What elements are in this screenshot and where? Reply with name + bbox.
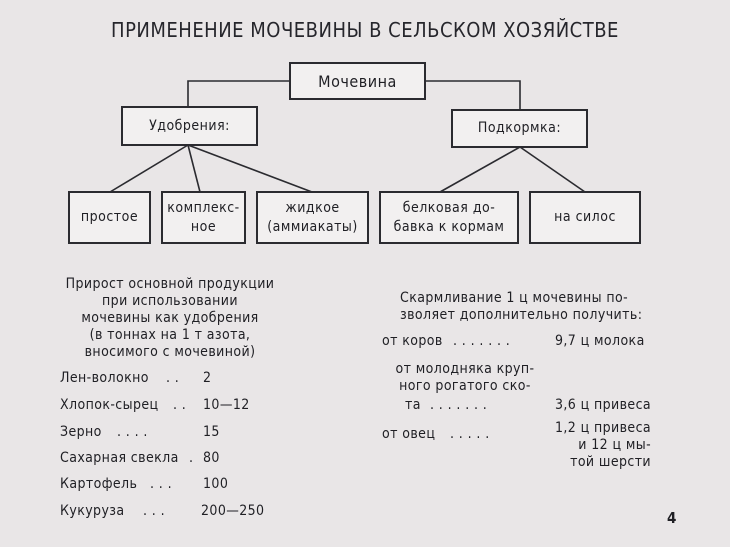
crop-name: Хлопок-сырец	[60, 397, 159, 413]
simple-label: простое	[80, 209, 139, 225]
leader-dots: . . . . . . .	[453, 333, 511, 349]
leader-dots: . . .	[150, 476, 172, 492]
sheep-value-line: 1,2 ц привеса	[555, 420, 652, 436]
complex-label-2: ное	[190, 218, 217, 235]
yield-heading-line: Прирост основной продукции	[65, 276, 275, 292]
leader-dots: . . . . .	[450, 426, 490, 442]
crop-name: Сахарная свекла	[60, 450, 179, 466]
crop-value: 15	[203, 424, 220, 440]
crop-value: 2	[203, 370, 212, 386]
simple-fertilizer-box	[68, 191, 151, 244]
yield-heading-line: при использовании	[102, 293, 238, 309]
cattle-label-line: от молодняка круп-	[395, 361, 535, 377]
liquid-label-1: жидкое	[285, 199, 340, 216]
crop-value: 80	[203, 450, 220, 466]
leader-dots: . . . . . . .	[430, 397, 488, 413]
complex-label-1: комплекс-	[167, 199, 240, 216]
feeding-intro-line: зволяет дополнительно получить:	[400, 307, 643, 323]
cattle-label-end: та	[405, 397, 421, 413]
feeding-label: Подкормка:	[477, 120, 562, 136]
diagram-root-box	[289, 62, 426, 100]
leader-dots: . . . .	[117, 424, 148, 440]
leader-dots: . .	[173, 397, 187, 413]
yield-heading-line: (в тоннах на 1 т азота,	[89, 327, 251, 343]
root-label: Мочевина	[318, 71, 397, 91]
cows-value: 9,7 ц молока	[555, 333, 645, 349]
page-number: 4	[667, 509, 677, 527]
leader-dots: . .	[166, 370, 180, 386]
complex-fertilizer-box	[161, 191, 246, 244]
sheep-label: от овец	[382, 426, 436, 442]
sheep-value	[555, 420, 651, 471]
liquid-label-2: (аммиакаты)	[267, 218, 358, 235]
page-title: ПРИМЕНЕНИЕ МОЧЕВИНЫ В СЕЛЬСКОМ ХОЗЯЙСТВЕ	[111, 18, 619, 42]
leader-dots: . . .	[143, 503, 165, 519]
fertilizers-label: Удобрения:	[149, 117, 230, 134]
yield-heading-line: мочевины как удобрения	[81, 310, 259, 326]
crop-value: 100	[203, 476, 229, 492]
sheep-value-line: и 12 ц мы-	[578, 437, 652, 453]
crop-name: Картофель	[60, 476, 138, 492]
crop-name: Зерно	[60, 424, 102, 440]
crop-name: Кукуруза	[60, 503, 125, 519]
silage-label: на силос	[554, 209, 616, 225]
cows-label: от коров	[382, 333, 443, 349]
liquid-fertilizer-box	[256, 191, 369, 244]
silage-box	[529, 191, 641, 244]
leader-dots: .	[189, 450, 194, 466]
feeding-intro-line: Скармливание 1 ц мочевины по-	[400, 290, 629, 306]
feeding-box	[451, 109, 588, 148]
yield-heading-line: вносимого с мочевиной)	[84, 344, 256, 360]
crop-name: Лен-волокно	[60, 370, 149, 386]
cattle-label-line: ного рогатого ско-	[399, 378, 531, 394]
crop-value: 10—12	[203, 397, 250, 413]
feeding-intro	[400, 290, 642, 324]
cattle-label	[380, 361, 550, 395]
protein-supplement-box	[379, 191, 519, 244]
crop-value: 200—250	[201, 503, 265, 519]
yield-heading	[50, 276, 290, 361]
sheep-value-line: той шерсти	[570, 454, 652, 470]
protein-label-2: бавка к кормам	[393, 218, 505, 235]
cattle-value: 3,6 ц привеса	[555, 397, 652, 413]
fertilizers-box	[121, 106, 258, 146]
protein-label-1: белковая до-	[402, 199, 496, 216]
